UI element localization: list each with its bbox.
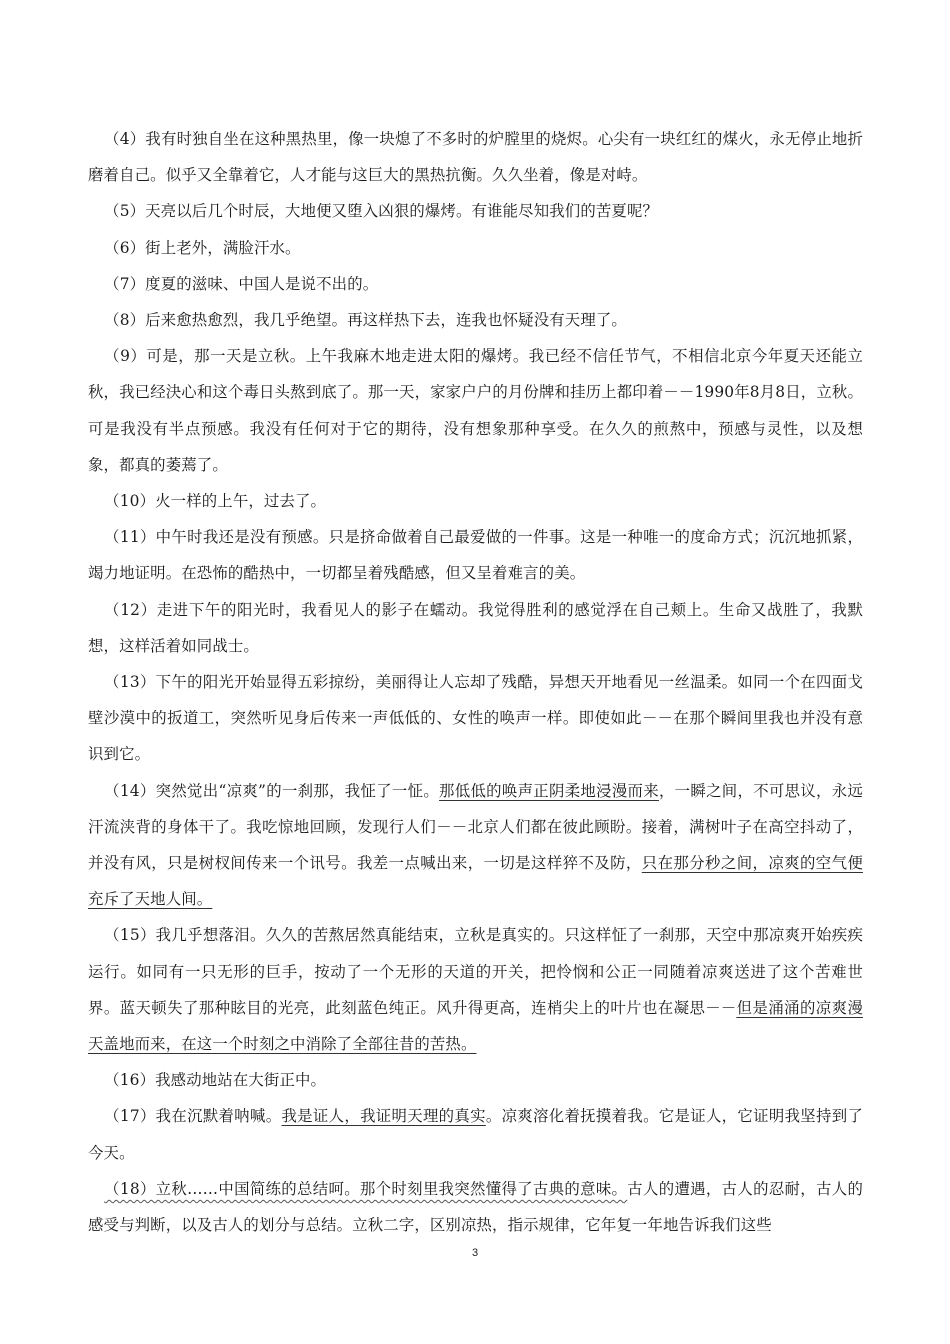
paragraph bbox=[88, 1062, 863, 1098]
text-segment: （14）突然觉出“凉爽”的一刹那，我怔了一怔。 bbox=[104, 781, 440, 800]
text-segment: （8）后来愈热愈烈，我几乎绝望。再这样热下去，连我也怀疑没有天理了。 bbox=[104, 311, 627, 330]
text-segment: （17）我在沉默着呐喊。 bbox=[104, 1107, 282, 1126]
paragraph bbox=[88, 121, 863, 193]
underlined-text: 但是涌涌的凉爽漫天盖地而来，在这一个时刻之中消除了全部往昔的苦热。 bbox=[88, 998, 863, 1054]
wavy-underlined-text: （18）立秋……中国简练的总结呵。那个时刻里我突然懂得了古典的意味。 bbox=[104, 1179, 628, 1198]
article-body bbox=[88, 121, 863, 1243]
text-segment: （9）可是，那一天是立秋。上午我麻木地走进太阳的爆烤。我已经不信任节气，不相信北京今年夏天还能立秋，我已经決心和这个毒日头熬到底了。那一天，家家户户的月份牌和挂历上都印着－－1990年8月8日，立秋。可是我没有半点预感。我没有任何对于它的期待，没有想象那种享受。在久久的煎熬中，预感与灵性，以及想象，都真的萎蔫了。 bbox=[88, 347, 863, 474]
paragraph bbox=[88, 302, 863, 338]
underlined-text: 我是证人，我证明天理的真实 bbox=[281, 1107, 486, 1126]
paragraph bbox=[88, 917, 863, 1062]
underlined-text: 那低低的唤声正阴柔地浸漫而来 bbox=[439, 781, 659, 800]
text-segment: （7）度夏的滋味、中国人是说不出的。 bbox=[104, 274, 379, 293]
text-segment: 古人的遭遇，古人的忍耐，古人的感受与判断，以及古人的划分与总结。立秋二字，区别凉热，指示规律，它年复一年地告诉我们这些 bbox=[88, 1179, 863, 1235]
text-segment: （4）我有时独自坐在这种黑热里，像一块熄了不多时的炉膛里的烧烬。心尖有一块红红的煤火，永无停止地折磨着自己。似乎又全靠着它，人才能与这巨大的黑热抗衡。久久坐着，像是对峙。 bbox=[88, 130, 863, 185]
paragraph bbox=[88, 230, 863, 266]
text-segment: （12）走进下午的阳光时，我看见人的影子在蠕动。我觉得胜利的感觉浮在自己颊上。生命又战胜了，我默想，这样活着如同战士。 bbox=[88, 600, 863, 655]
text-segment: （15）我几乎想落泪。久久的苦熬居然真能结束，立秋是真实的。只这样怔了一刹那，天空中那凉爽开始疾疾运行。如同有一只无形的巨手，按动了一个无形的天道的开关，把怜悯和公正一同随着凉爽送进了这个苦难世界。蓝天顿失了那种眩目的光亮，此刻蓝色纯正。风升得更高，连梢尖上的叶片也在凝思－－ bbox=[88, 926, 863, 1017]
text-segment: （10）火一样的上午，过去了。 bbox=[104, 492, 327, 511]
text-segment: （6）街上老外，满脸汗水。 bbox=[104, 238, 301, 257]
text-segment: （11）中午时我还是没有预感。只是挤命做着自己最爱做的一件事。这是一种唯一的度命方式；沉沉地抓紧，竭力地证明。在恐怖的酷热中，一切都呈着残酷感，但又呈着难言的美。 bbox=[88, 528, 863, 583]
paragraph bbox=[88, 519, 863, 591]
underlined-text: 只在那分秒之间，凉爽的空气便充斥了天地人间。 bbox=[88, 854, 863, 909]
paragraph bbox=[88, 483, 863, 519]
text-segment: （16）我感动地站在大街正中。 bbox=[104, 1071, 327, 1090]
paragraph bbox=[88, 266, 863, 302]
paragraph bbox=[88, 193, 863, 229]
text-segment: ，一瞬之间，不可思议，永远汗流浃背的身体干了。我吃惊地回顾，发现行人们－－北京人们都在彼此顾盼。接着，满树叶子在高空抖动了，并没有风，只是树杈间传来一个讯号。我差一点喊出来，一切是这样猝不及防， bbox=[88, 781, 863, 873]
paragraph bbox=[88, 1098, 863, 1170]
paragraph bbox=[88, 592, 863, 664]
paragraph bbox=[88, 773, 863, 918]
text-segment: 。凉爽溶化着抚摸着我。它是证人，它证明我坚持到了今天。 bbox=[88, 1107, 863, 1162]
paragraph bbox=[88, 664, 863, 773]
page-number: 3 bbox=[471, 1247, 479, 1259]
text-segment: （5）天亮以后几个时辰，大地便又堕入凶狠的爆烤。有谁能尽知我们的苦夏呢？ bbox=[104, 202, 659, 221]
text-segment: （13）下午的阳光开始显得五彩掠纷，美丽得让人忘却了残酷，异想天开地看见一丝温柔。如同一个在四面戈壁沙漠中的扳道工，突然听见身后传来一声低低的、女性的唤声一样。即使如此－－在那个瞬间里我也并没有意识到它。 bbox=[88, 673, 863, 764]
paragraph bbox=[88, 338, 863, 483]
paragraph bbox=[88, 1171, 863, 1243]
